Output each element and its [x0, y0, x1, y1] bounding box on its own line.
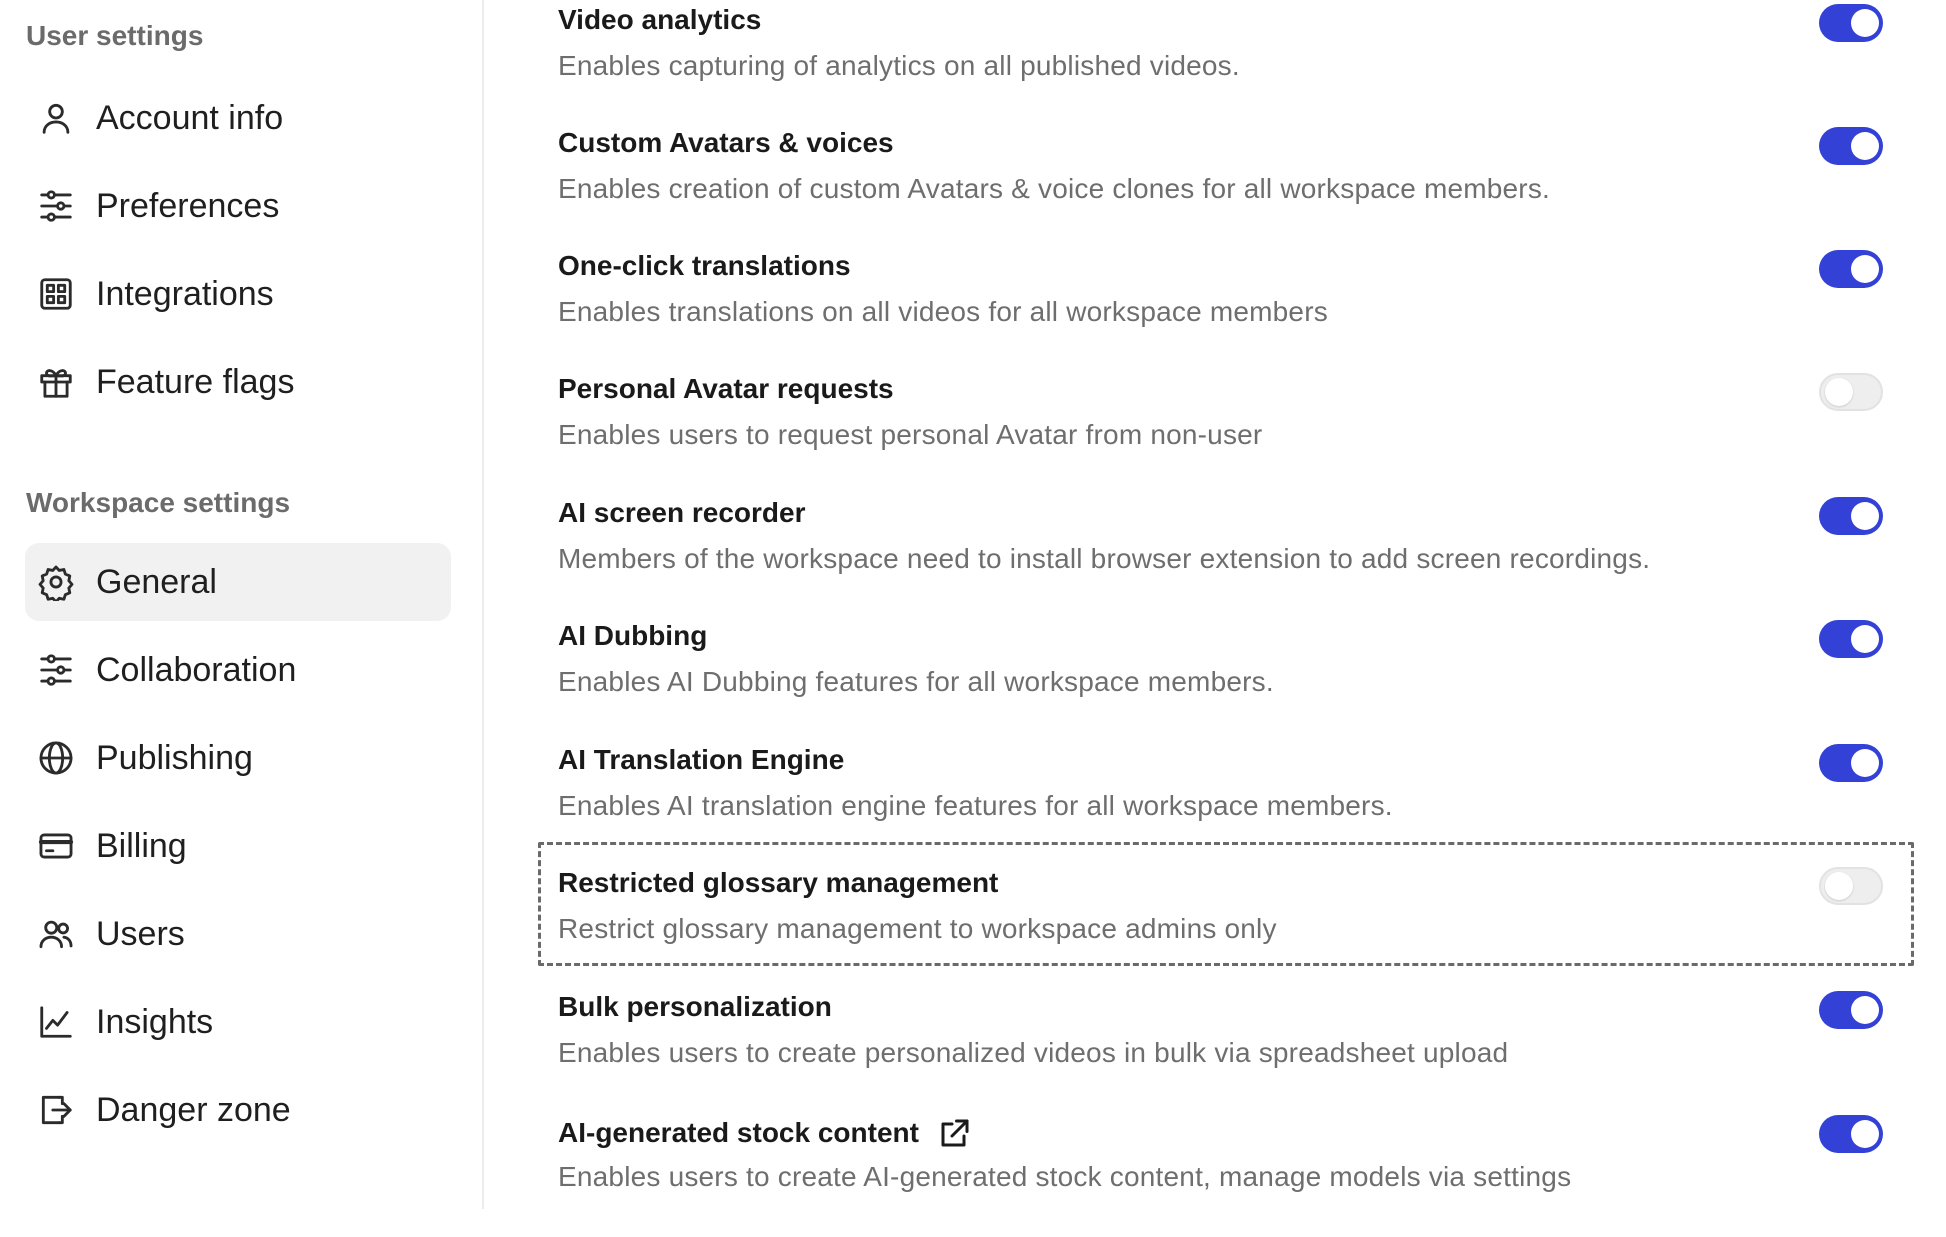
credit-card-icon — [36, 826, 76, 866]
sidebar-item-danger-zone[interactable] — [25, 1071, 451, 1149]
toggle-knob — [1851, 502, 1879, 530]
sidebar-item-users[interactable] — [25, 895, 451, 973]
sidebar-item-publishing[interactable] — [25, 719, 451, 797]
sidebar-item-general[interactable] — [25, 543, 451, 621]
video-analytics-toggle[interactable] — [1819, 4, 1883, 42]
setting-description: Enables capturing of analytics on all published videos. — [558, 50, 1240, 81]
setting-description: Members of the workspace need to install browser extension to add screen recordings. — [558, 543, 1651, 574]
toggle-knob — [1851, 625, 1879, 653]
toggle-knob — [1851, 1120, 1879, 1148]
setting-one-click-translations — [484, 250, 1946, 372]
setting-title: One-click translations — [558, 250, 851, 281]
ai-screen-recorder-toggle[interactable] — [1819, 497, 1883, 535]
globe-icon — [36, 738, 76, 778]
setting-ai-generated-stock-content — [484, 1115, 1946, 1237]
user-settings-title: User settings — [26, 20, 204, 51]
setting-description: Enables AI Dubbing features for all workspace members. — [558, 666, 1274, 697]
setting-custom-avatars-voices — [484, 127, 1946, 249]
sidebar-item-preferences[interactable] — [25, 167, 451, 245]
toggle-knob — [1851, 749, 1879, 777]
bulk-personalization-toggle[interactable] — [1819, 991, 1883, 1029]
gear-icon — [36, 562, 76, 602]
toggle-knob — [1851, 996, 1879, 1024]
toggle-knob — [1851, 255, 1879, 283]
exit-icon — [36, 1090, 76, 1130]
setting-description: Enables users to request personal Avatar from non-user — [558, 419, 1263, 450]
setting-title: AI screen recorder — [558, 497, 806, 528]
sidebar-item-label: Account info — [96, 98, 284, 137]
sidebar-item-label: Insights — [96, 1002, 214, 1041]
sidebar-item-label: Danger zone — [96, 1090, 291, 1129]
custom-avatars-voices-toggle[interactable] — [1819, 127, 1883, 165]
setting-personal-avatar-requests — [484, 373, 1946, 495]
toggle-knob — [1825, 378, 1853, 406]
sliders-icon — [36, 650, 76, 690]
setting-bulk-personalization — [484, 991, 1946, 1113]
setting-title: Bulk personalization — [558, 991, 832, 1022]
setting-title: AI Translation Engine — [558, 744, 845, 775]
setting-title — [558, 1115, 973, 1151]
sidebar-item-feature-flags[interactable] — [25, 343, 451, 421]
users-icon — [36, 914, 76, 954]
setting-title: Video analytics — [558, 4, 762, 35]
setting-restricted-glossary-management — [484, 867, 1946, 989]
user-icon — [36, 98, 76, 138]
sidebar-item-label: Preferences — [96, 186, 280, 225]
sliders-icon — [36, 186, 76, 226]
setting-description: Enables translations on all videos for all workspace members — [558, 296, 1328, 327]
sidebar-item-label: Publishing — [96, 738, 253, 777]
sidebar-item-label: Feature flags — [96, 362, 295, 401]
setting-description: Restrict glossary management to workspace admins only — [558, 913, 1277, 944]
sidebar — [0, 0, 484, 1209]
external-link-icon[interactable] — [937, 1115, 973, 1151]
sidebar-item-insights[interactable] — [25, 983, 451, 1061]
gift-icon — [36, 362, 76, 402]
setting-ai-dubbing — [484, 620, 1946, 742]
sidebar-item-account-info[interactable] — [25, 79, 451, 157]
setting-title-text: AI-generated stock content — [558, 1117, 919, 1148]
setting-title: AI Dubbing — [558, 620, 708, 651]
one-click-translations-toggle[interactable] — [1819, 250, 1883, 288]
sidebar-item-label: Users — [96, 914, 185, 953]
setting-title: Custom Avatars & voices — [558, 127, 894, 158]
restricted-glossary-management-toggle[interactable] — [1819, 867, 1883, 905]
ai-dubbing-toggle[interactable] — [1819, 620, 1883, 658]
setting-description: Enables users to create personalized videos in bulk via spreadsheet upload — [558, 1037, 1509, 1068]
setting-description: Enables users to create AI-generated stock content, manage models via settings — [558, 1161, 1572, 1192]
setting-title: Personal Avatar requests — [558, 373, 894, 404]
setting-ai-screen-recorder — [484, 497, 1946, 619]
sidebar-item-collaboration[interactable] — [25, 631, 451, 709]
setting-description: Enables AI translation engine features for all workspace members. — [558, 790, 1393, 821]
workspace-settings-title: Workspace settings — [26, 487, 291, 518]
personal-avatar-requests-toggle[interactable] — [1819, 373, 1883, 411]
setting-video-analytics — [484, 4, 1946, 126]
sidebar-item-billing[interactable] — [25, 807, 451, 885]
toggle-knob — [1825, 872, 1853, 900]
toggle-knob — [1851, 132, 1879, 160]
ai-translation-engine-toggle[interactable] — [1819, 744, 1883, 782]
feature-settings-list — [484, 0, 1946, 1209]
toggle-knob — [1851, 9, 1879, 37]
chart-icon — [36, 1002, 76, 1042]
sidebar-item-label: General — [96, 562, 217, 601]
integrations-icon — [36, 274, 76, 314]
sidebar-item-label: Collaboration — [96, 650, 297, 689]
sidebar-item-label: Integrations — [96, 274, 274, 313]
setting-title: Restricted glossary management — [558, 867, 999, 898]
sidebar-item-integrations[interactable] — [25, 255, 451, 333]
sidebar-item-label: Billing — [96, 826, 187, 865]
ai-generated-stock-content-toggle[interactable] — [1819, 1115, 1883, 1153]
setting-description: Enables creation of custom Avatars & voice clones for all workspace members. — [558, 173, 1551, 204]
